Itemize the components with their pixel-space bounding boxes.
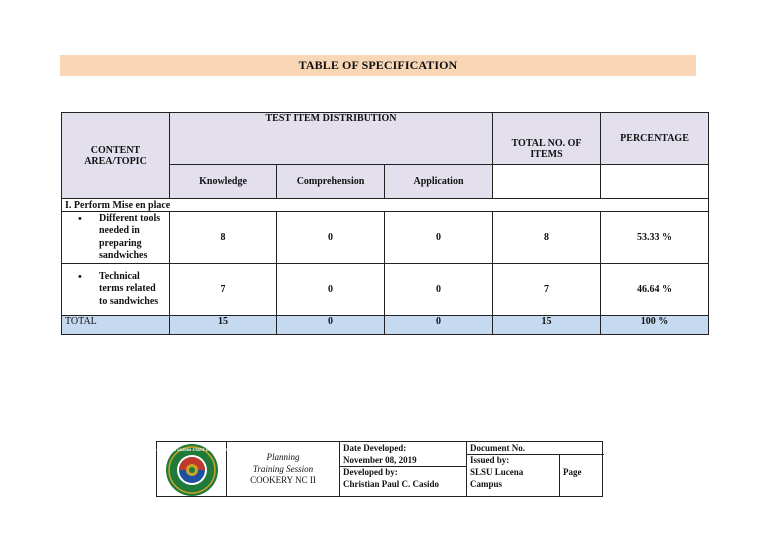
header-row <box>62 113 709 165</box>
page-label: Page <box>563 467 582 477</box>
percentage-value: 53.33 % <box>601 212 709 264</box>
table-row <box>62 264 709 316</box>
section-row <box>62 199 709 212</box>
plan-line3: COOKERY NC II <box>250 475 316 486</box>
plan-cell <box>227 442 340 497</box>
total-value: 8 <box>493 212 601 264</box>
divider <box>559 454 560 497</box>
topic-cell <box>62 212 170 264</box>
table-row <box>62 212 709 264</box>
knowledge-header: Knowledge <box>170 165 277 199</box>
empty-cell <box>601 165 709 199</box>
total-percentage: 100 % <box>601 316 709 335</box>
knowledge-value: 7 <box>170 264 277 316</box>
comprehension-header: Comprehension <box>277 165 385 199</box>
total-items: 15 <box>493 316 601 335</box>
topic-cell <box>62 264 170 316</box>
percentage-value: 46.64 % <box>601 264 709 316</box>
application-value: 0 <box>385 212 493 264</box>
total-label: TOTAL <box>62 316 170 335</box>
empty-cell <box>493 165 601 199</box>
total-comprehension: 0 <box>277 316 385 335</box>
knowledge-value: 8 <box>170 212 277 264</box>
topic-text: Different tools needed in preparing sandwiches <box>99 212 161 261</box>
logo-cell <box>153 442 230 497</box>
document-footer <box>153 441 603 497</box>
comprehension-value: 0 <box>277 264 385 316</box>
developer-cell <box>340 442 467 497</box>
developed-value: Christian Paul C. Casido <box>343 479 440 489</box>
total-row <box>62 316 709 335</box>
university-seal-logo-icon <box>153 443 230 497</box>
issued-value-1: SLSU Lucena <box>470 467 524 477</box>
plan-line1: Planning <box>266 452 300 463</box>
document-label: Document No. <box>470 443 525 453</box>
title-bar <box>60 55 696 76</box>
topic-text: Technical terms related to sandwiches <box>99 270 159 307</box>
plan-line2: Training Session <box>252 463 314 474</box>
test-item-distribution-header: TEST ITEM DISTRIBUTION <box>170 113 493 165</box>
developed-label: Developed by: <box>343 467 398 477</box>
application-header: Application <box>385 165 493 199</box>
total-items-header: TOTAL NO. OF ITEMS <box>493 113 601 165</box>
bullet-dot-icon: • <box>78 212 82 225</box>
percentage-header: PERCENTAGE <box>601 113 709 165</box>
issued-label: Issued by: <box>470 455 510 465</box>
page-title: TABLE OF SPECIFICATION <box>298 58 458 72</box>
total-application: 0 <box>385 316 493 335</box>
comprehension-value: 0 <box>277 212 385 264</box>
total-knowledge: 15 <box>170 316 277 335</box>
specification-table <box>61 112 709 335</box>
bullet-dot-icon: • <box>78 270 82 283</box>
date-value: November 08, 2019 <box>343 455 417 465</box>
document-cell <box>467 442 604 497</box>
logo-text: SOUTHERN LUZON STATE UNIVERSITY <box>153 447 230 452</box>
issued-value-2: Campus <box>470 479 503 489</box>
total-value: 7 <box>493 264 601 316</box>
date-label: Date Developed: <box>343 443 407 453</box>
section-label: I. Perform Mise en place <box>62 199 709 212</box>
application-value: 0 <box>385 264 493 316</box>
content-area-header: CONTENT AREA/TOPIC <box>62 113 170 199</box>
